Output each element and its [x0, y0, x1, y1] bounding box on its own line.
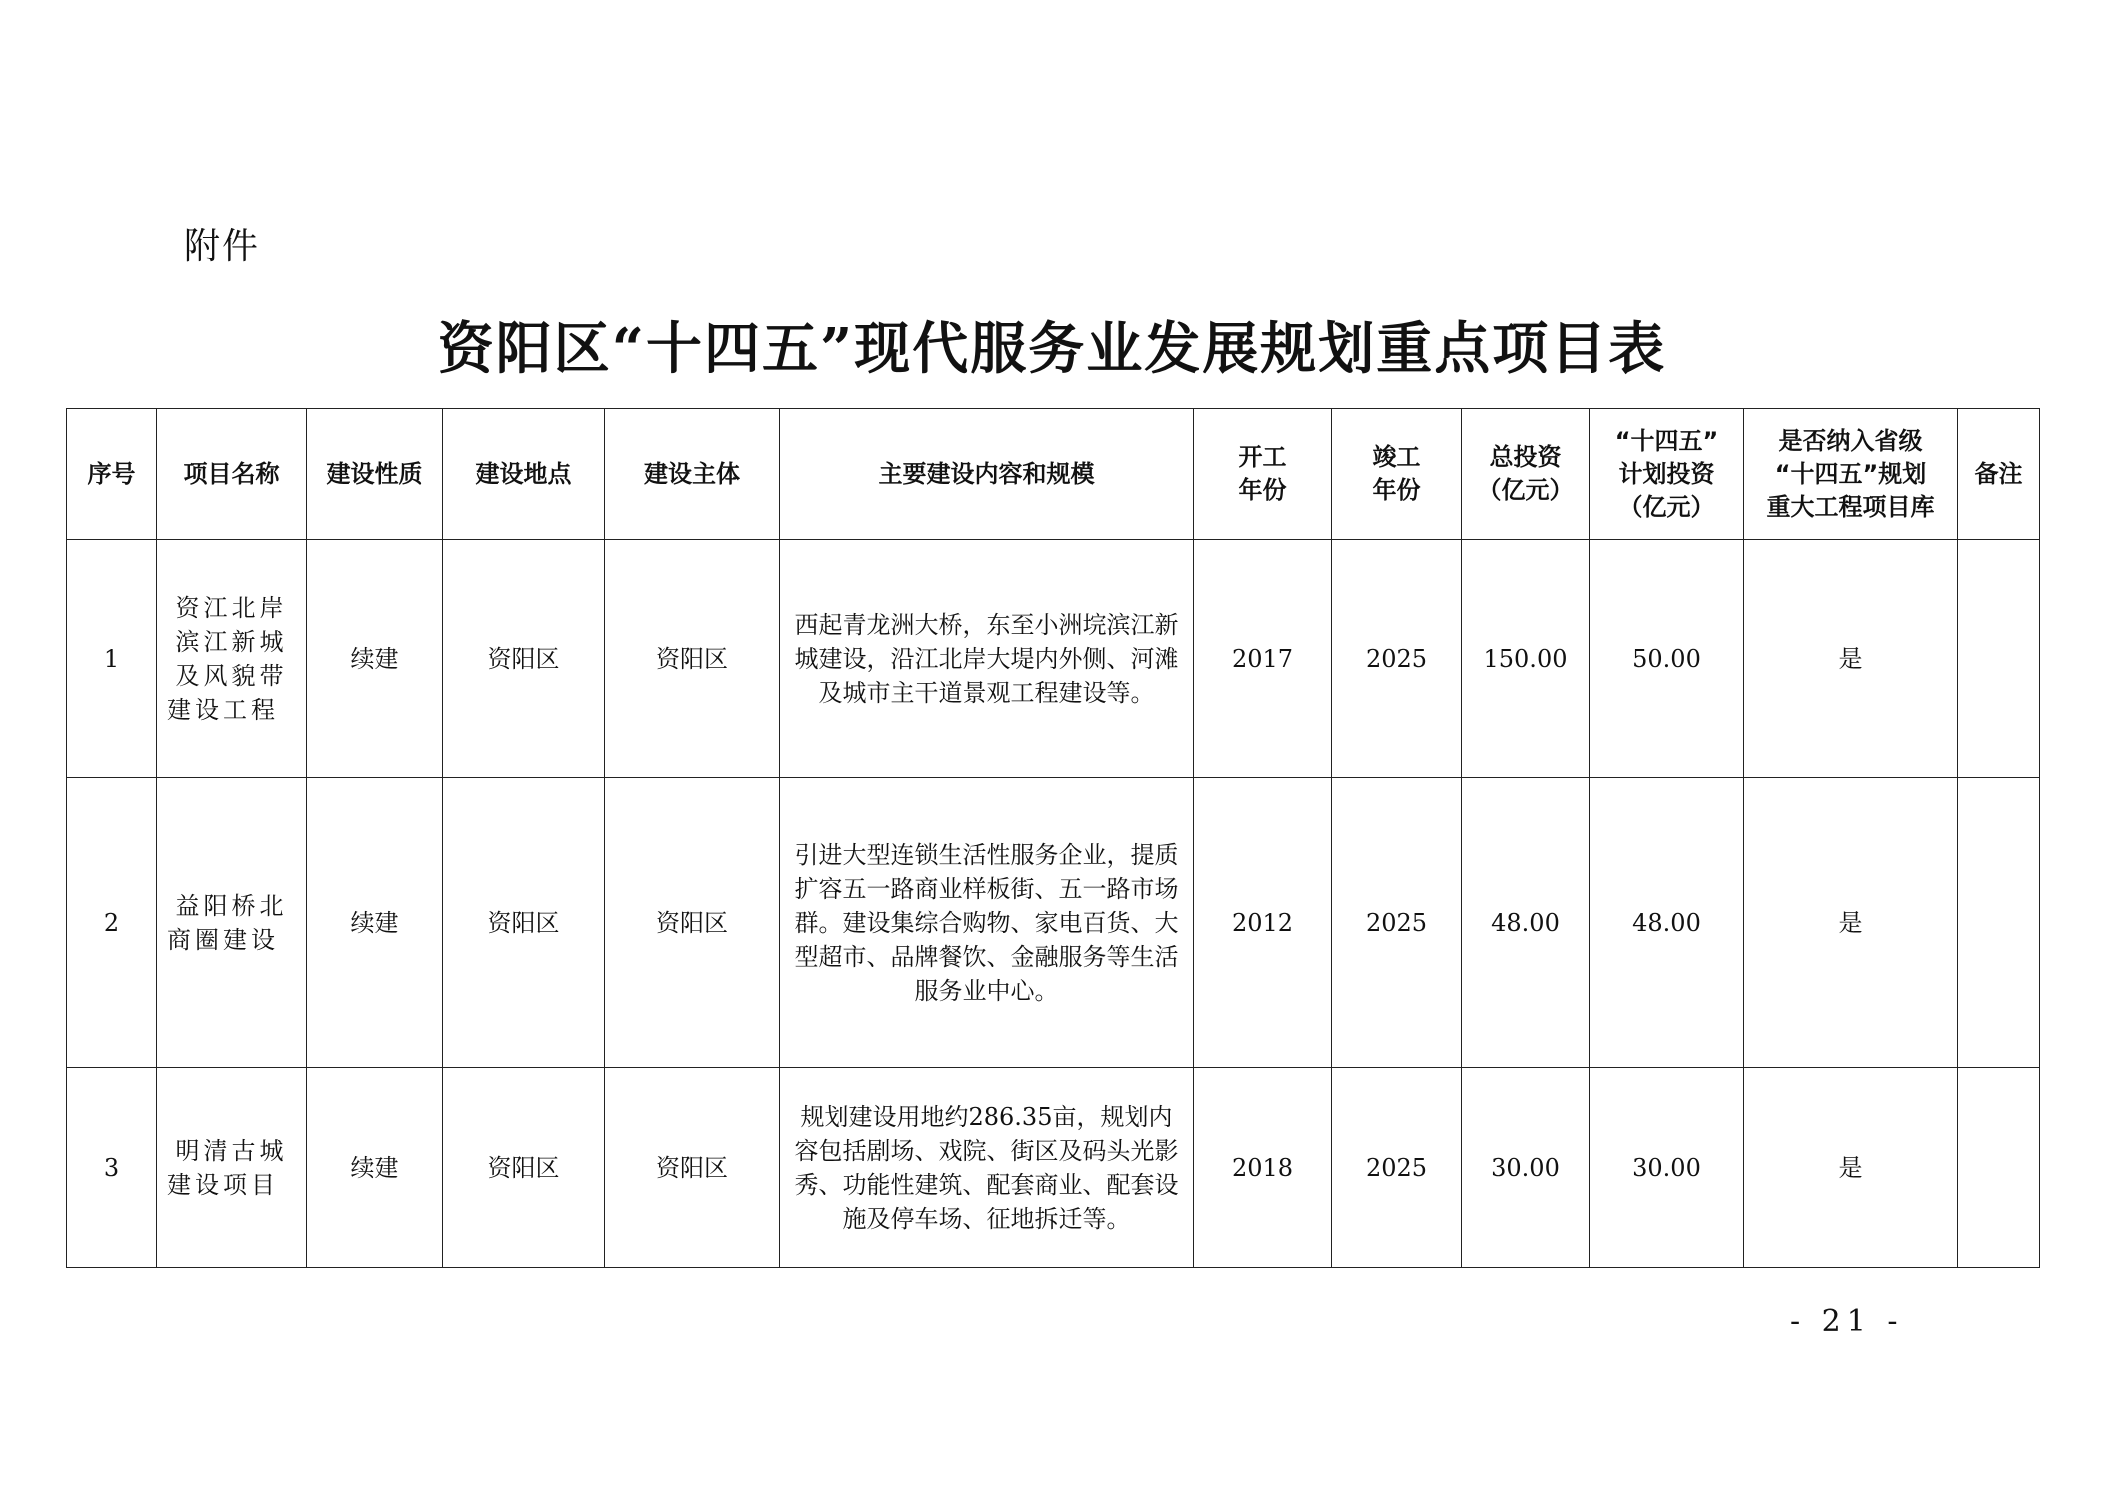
header-owner: 建设主体	[605, 409, 780, 540]
header-provincial-line3: 重大工程项目库	[1766, 492, 1935, 521]
cell-location: 资阳区	[443, 540, 605, 778]
header-plan-line2: 计划投资	[1618, 459, 1715, 488]
cell-nature: 续建	[307, 778, 443, 1068]
cell-owner: 资阳区	[605, 540, 780, 778]
cell-remark	[1958, 540, 2040, 778]
header-nature: 建设性质	[307, 409, 443, 540]
cell-provincial: 是	[1744, 1068, 1958, 1268]
cell-index: 3	[67, 1068, 157, 1268]
table-header-row	[67, 409, 2040, 540]
cell-remark	[1958, 1068, 2040, 1268]
table-row	[67, 540, 2040, 778]
cell-name: 益阳桥北商圈建设	[157, 778, 307, 1068]
cell-content: 引进大型连锁生活性服务企业，提质扩容五一路商业样板街、五一路市场群。建设集综合购物、家电百货、大型超市、品牌餐饮、金融服务等生活服务业中心。	[780, 778, 1194, 1068]
cell-name: 明清古城建设项目	[157, 1068, 307, 1268]
header-provincial-line2: “十四五”规划	[1774, 459, 1927, 488]
header-end-year	[1332, 409, 1462, 540]
header-remark: 备注	[1958, 409, 2040, 540]
cell-content: 西起青龙洲大桥，东至小洲垸滨江新城建设，沿江北岸大堤内外侧、河滩及城市主干道景观工程建设等。	[780, 540, 1194, 778]
header-plan-investment	[1590, 409, 1744, 540]
header-location: 建设地点	[443, 409, 605, 540]
header-total-investment	[1462, 409, 1590, 540]
cell-start-year: 2012	[1194, 778, 1332, 1068]
header-total-line1: 总投资	[1489, 443, 1562, 471]
attachment-label: 附件	[184, 226, 261, 267]
header-end-line2: 年份	[1372, 476, 1421, 504]
cell-name: 资江北岸滨江新城及风貌带建设工程	[157, 540, 307, 778]
cell-content: 规划建设用地约286.35亩，规划内容包括剧场、戏院、街区及码头光影秀、功能性建筑、配套商业、配套设施及停车场、征地拆迁等。	[780, 1068, 1194, 1268]
table-row	[67, 778, 2040, 1068]
cell-start-year: 2017	[1194, 540, 1332, 778]
cell-end-year: 2025	[1332, 540, 1462, 778]
header-provincial	[1744, 409, 1958, 540]
header-end-line1: 竣工	[1372, 443, 1421, 471]
cell-end-year: 2025	[1332, 1068, 1462, 1268]
cell-index: 1	[67, 540, 157, 778]
cell-provincial: 是	[1744, 778, 1958, 1068]
cell-plan-investment: 48.00	[1590, 778, 1744, 1068]
header-provincial-line1: 是否纳入省级	[1778, 426, 1923, 455]
page-title: 资阳区“十四五”现代服务业发展规划重点项目表	[437, 316, 1667, 382]
project-table	[66, 408, 2040, 1268]
cell-start-year: 2018	[1194, 1068, 1332, 1268]
cell-location: 资阳区	[443, 778, 605, 1068]
cell-nature: 续建	[307, 1068, 443, 1268]
cell-plan-investment: 50.00	[1590, 540, 1744, 778]
cell-owner: 资阳区	[605, 778, 780, 1068]
header-plan-line3: （亿元）	[1618, 492, 1715, 521]
cell-nature: 续建	[307, 540, 443, 778]
cell-plan-investment: 30.00	[1590, 1068, 1744, 1268]
header-content: 主要建设内容和规模	[780, 409, 1194, 540]
table-row	[67, 1068, 2040, 1268]
header-name: 项目名称	[157, 409, 307, 540]
header-start-year	[1194, 409, 1332, 540]
header-plan-line1: “十四五”	[1614, 426, 1719, 455]
cell-remark	[1958, 778, 2040, 1068]
header-start-line2: 年份	[1238, 476, 1287, 504]
cell-total-investment: 48.00	[1462, 778, 1590, 1068]
cell-provincial: 是	[1744, 540, 1958, 778]
cell-total-investment: 150.00	[1462, 540, 1590, 778]
cell-index: 2	[67, 778, 157, 1068]
page-number: - 21 -	[1790, 1304, 1904, 1339]
cell-owner: 资阳区	[605, 1068, 780, 1268]
header-index: 序号	[67, 409, 157, 540]
cell-end-year: 2025	[1332, 778, 1462, 1068]
header-start-line1: 开工	[1238, 443, 1287, 471]
cell-total-investment: 30.00	[1462, 1068, 1590, 1268]
header-total-line2: （亿元）	[1477, 476, 1574, 504]
cell-location: 资阳区	[443, 1068, 605, 1268]
